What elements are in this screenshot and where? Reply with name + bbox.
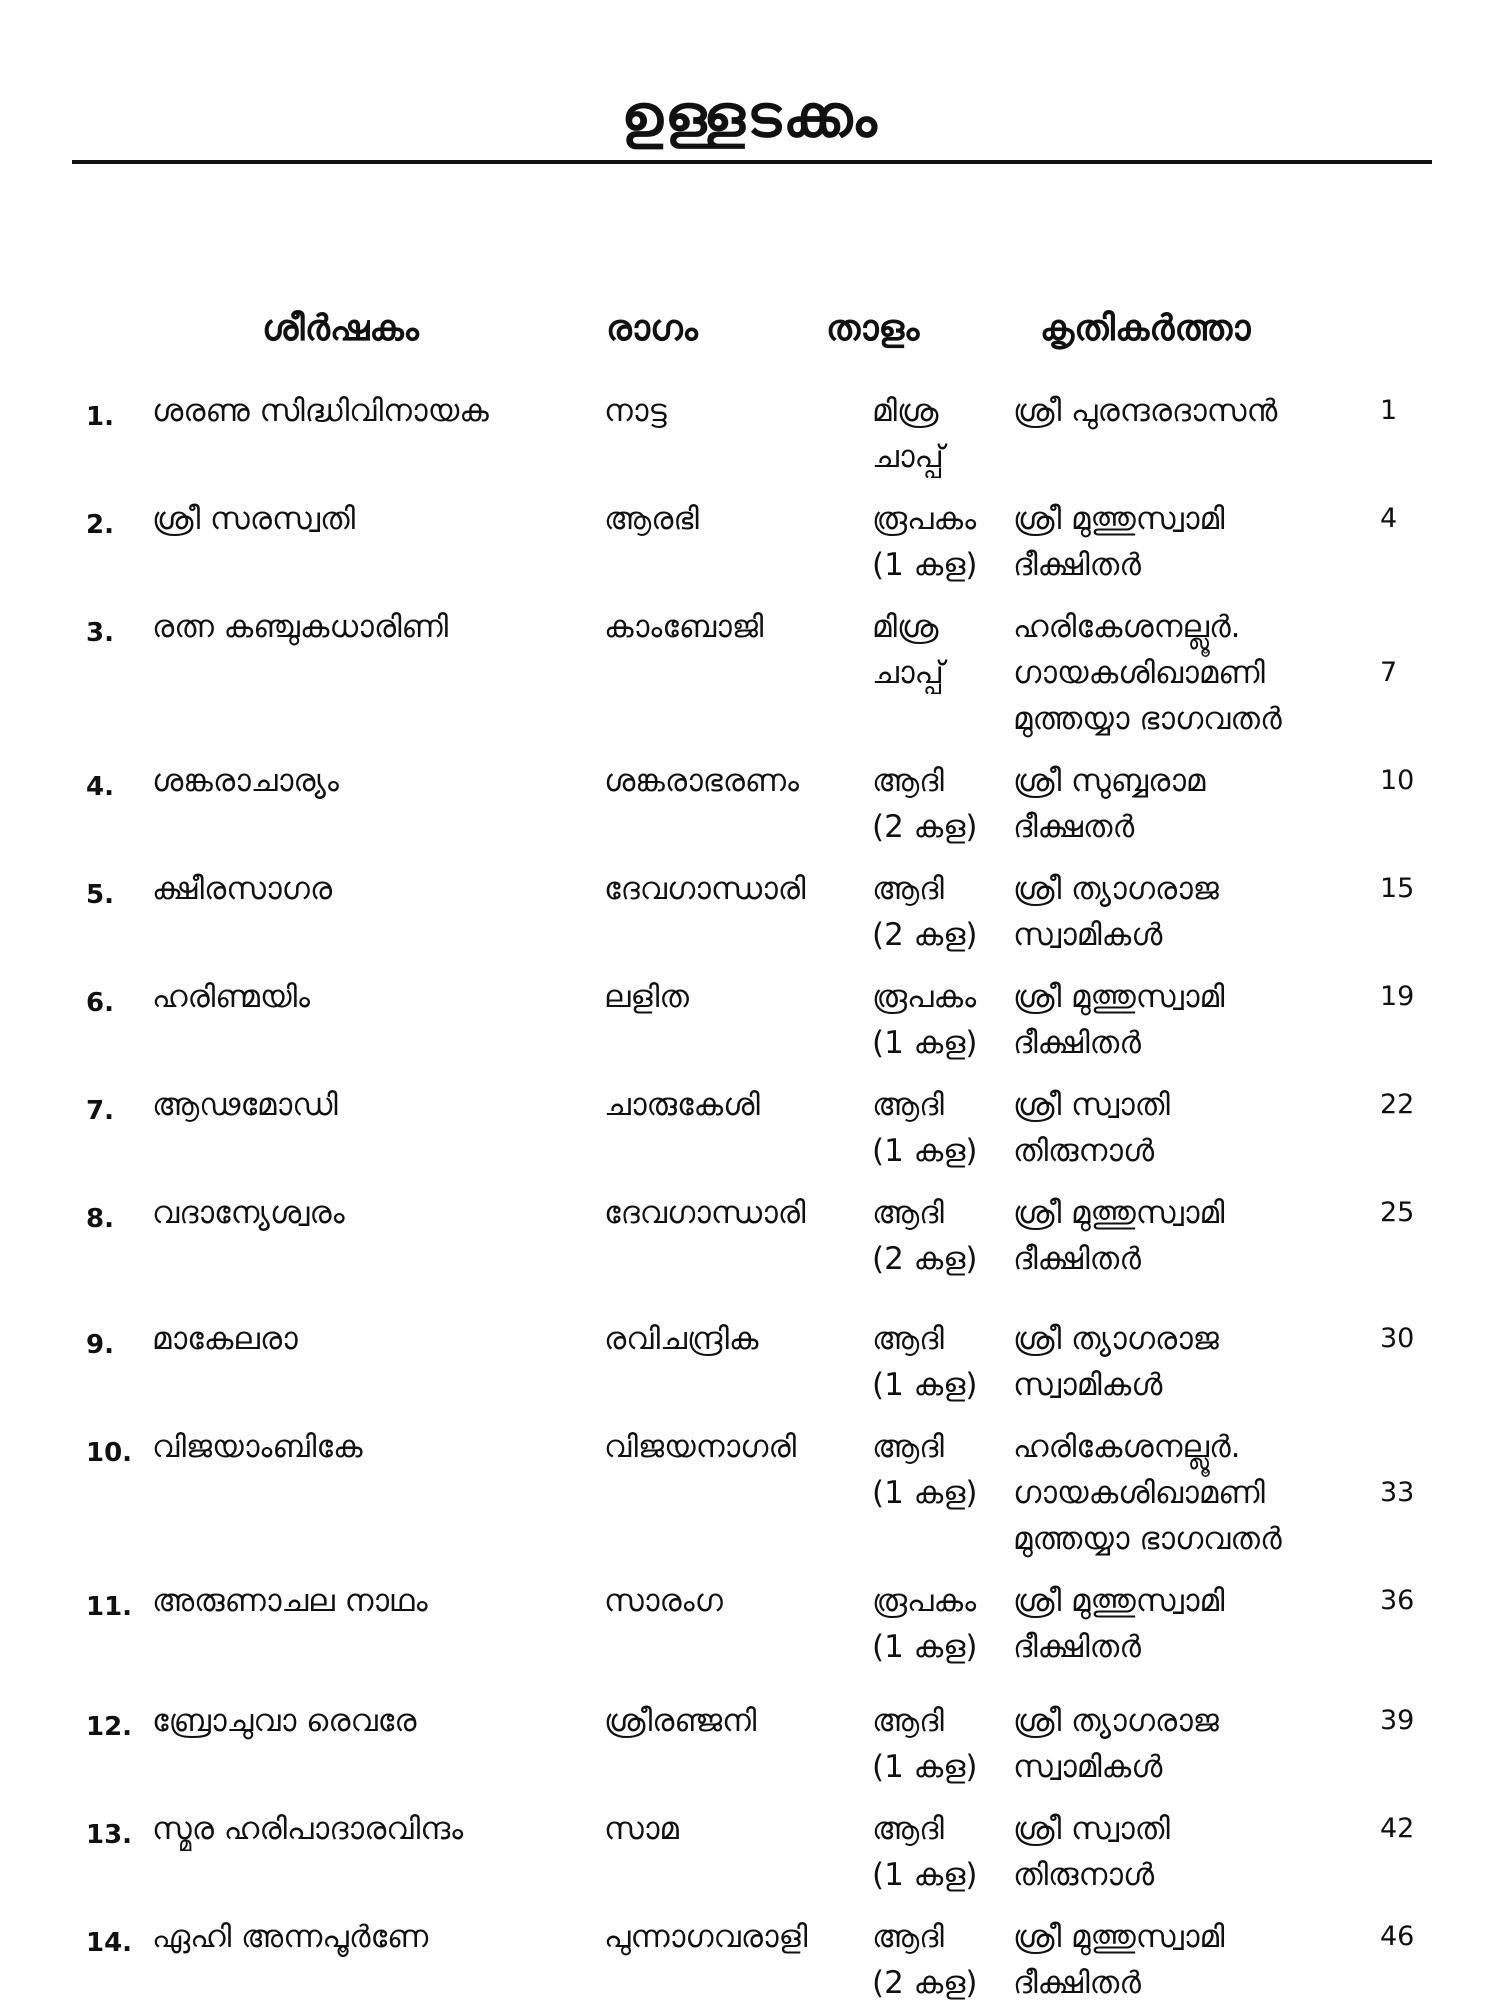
tala-line: (1 കള) — [872, 547, 978, 583]
row-title: ശരണു സിദ്ധിവിനായക — [152, 393, 489, 429]
row-number: 10. — [86, 1438, 133, 1468]
row-tala — [872, 1806, 977, 1898]
row-composer — [1013, 1190, 1224, 1282]
row-page-number: 19 — [1380, 981, 1415, 1012]
row-title: ബ്രോചുവാ രെവരേ — [152, 1703, 417, 1739]
row-composer — [1013, 974, 1224, 1066]
composer-line: ഹരികേശനല്ലൂർ. — [1013, 1429, 1241, 1465]
row-title: ഏഹി അന്നപൂർണേ — [152, 1919, 429, 1955]
row-title: ശങ്കരാചാര്യം — [152, 763, 339, 799]
row-raga: ശങ്കരാഭരണം — [604, 763, 800, 799]
row-number: 9. — [86, 1330, 114, 1360]
composer-line: ദീക്ഷിതർ — [1013, 1025, 1141, 1061]
tala-line: (1 കള) — [872, 1857, 978, 1893]
table-row — [0, 496, 1500, 588]
row-number: 8. — [86, 1204, 114, 1234]
row-tala — [872, 496, 977, 588]
table-row — [0, 1914, 1500, 2006]
row-page-number: 39 — [1380, 1705, 1415, 1736]
composer-line: സ്വാമികൾ — [1013, 1749, 1163, 1785]
row-tala — [872, 604, 944, 696]
row-title: അരുണാചല നാഥം — [152, 1583, 428, 1619]
row-tala — [872, 1190, 977, 1282]
header-tala: താളം — [826, 308, 920, 349]
row-raga: ചാരുകേശി — [604, 1087, 760, 1123]
title-rule — [72, 160, 1432, 164]
tala-line: മിശ്ര — [872, 609, 939, 645]
row-page-number: 33 — [1380, 1477, 1415, 1508]
table-row — [0, 866, 1500, 958]
row-number: 4. — [86, 772, 114, 802]
row-title: വദാന്യേശ്വരം — [152, 1195, 345, 1231]
composer-line: തിരുനാൾ — [1013, 1857, 1155, 1893]
composer-line: ശ്രീ മുത്തുസ്വാമി — [1013, 501, 1225, 537]
composer-line: ശ്രീ സ്വാതി — [1013, 1087, 1170, 1123]
tala-line: ആദി — [872, 1429, 944, 1465]
tala-line: (1 കള) — [872, 1367, 978, 1403]
row-raga: കാംബോജി — [604, 609, 764, 645]
row-title: സ്മര ഹരിപാദാരവിന്ദം — [152, 1811, 464, 1847]
tala-line: രൂപകം — [872, 1583, 977, 1619]
composer-line: ശ്രീ മുത്തുസ്വാമി — [1013, 1195, 1225, 1231]
tala-line: (2 കള) — [872, 917, 978, 953]
row-title: രത്ന കഞ്ചുകധാരിണി — [152, 609, 449, 645]
row-raga: സാമ — [604, 1811, 679, 1847]
tala-line: മിശ്ര — [872, 393, 939, 429]
row-raga: ദേവഗാന്ധാരി — [604, 871, 806, 907]
tala-line: ആദി — [872, 1811, 944, 1847]
row-tala — [872, 1316, 977, 1408]
table-row — [0, 1698, 1500, 1790]
row-tala — [872, 1424, 977, 1516]
row-raga: നാട്ട — [604, 393, 667, 429]
composer-line: ശ്രീ ത്യാഗരാജ — [1013, 871, 1219, 907]
row-title: ശ്രീ സരസ്വതി — [152, 501, 356, 537]
row-tala — [872, 1698, 977, 1790]
row-number: 11. — [86, 1592, 133, 1622]
row-composer — [1013, 1806, 1170, 1898]
row-number: 6. — [86, 988, 114, 1018]
row-page-number: 7 — [1380, 657, 1398, 688]
row-composer — [1013, 866, 1219, 958]
table-header — [0, 308, 1500, 358]
row-number: 3. — [86, 618, 114, 648]
composer-line: ശ്രീ ത്യാഗരാജ — [1013, 1321, 1219, 1357]
row-composer — [1013, 1082, 1170, 1174]
row-composer — [1013, 1914, 1224, 2006]
table-row — [0, 758, 1500, 850]
row-page-number: 46 — [1380, 1921, 1415, 1952]
row-number: 1. — [86, 402, 114, 432]
tala-line: രൂപകം — [872, 501, 977, 537]
composer-line: ശ്രീ സുബ്ബരാമ — [1013, 763, 1206, 799]
row-page-number: 42 — [1380, 1813, 1415, 1844]
row-composer — [1013, 1424, 1282, 1562]
tala-line: ആദി — [872, 1703, 944, 1739]
row-composer — [1013, 758, 1205, 850]
table-row — [0, 1082, 1500, 1174]
row-composer — [1013, 1578, 1224, 1670]
header-title: ശീർഷകം — [262, 308, 419, 349]
row-composer — [1013, 1698, 1219, 1790]
table-row — [0, 604, 1500, 742]
tala-line: ആദി — [872, 871, 944, 907]
row-page-number: 22 — [1380, 1089, 1415, 1120]
row-raga: ദേവഗാന്ധാരി — [604, 1195, 806, 1231]
composer-line: ശ്രീ ത്യാഗരാജ — [1013, 1703, 1219, 1739]
composer-line: ശ്രീ സ്വാതി — [1013, 1811, 1170, 1847]
page-title: ഉള്ളടക്കം — [621, 82, 879, 150]
row-raga: രവിചന്ദ്രിക — [604, 1321, 759, 1357]
tala-line: ആദി — [872, 763, 944, 799]
header-raga: രാഗം — [606, 308, 698, 349]
row-tala — [872, 866, 977, 958]
row-number: 5. — [86, 880, 114, 910]
composer-line: സ്വാമികൾ — [1013, 917, 1163, 953]
composer-line: ഗായകശിഖാമണി — [1013, 1475, 1265, 1511]
tala-line: ആദി — [872, 1919, 944, 1955]
composer-line: ഗായകശിഖാമണി — [1013, 655, 1265, 691]
composer-line: ശ്രീ പുരന്ദരദാസൻ — [1013, 393, 1278, 429]
row-page-number: 1 — [1380, 395, 1398, 426]
row-number: 13. — [86, 1820, 133, 1850]
row-composer — [1013, 1316, 1219, 1408]
table-row — [0, 1806, 1500, 1898]
tala-line: (1 കള) — [872, 1629, 978, 1665]
row-tala — [872, 1914, 977, 2006]
composer-line: മുത്തയ്യാ ഭാഗവതർ — [1013, 701, 1282, 737]
tala-line: ചാപ്പ് — [872, 655, 944, 691]
tala-line: (2 കള) — [872, 809, 978, 845]
table-row — [0, 1316, 1500, 1408]
row-raga: സാരംഗ — [604, 1583, 723, 1619]
row-page-number: 15 — [1380, 873, 1415, 904]
composer-line: ദീക്ഷതർ — [1013, 809, 1135, 845]
row-tala — [872, 1082, 977, 1174]
composer-line: ദീക്ഷിതർ — [1013, 1629, 1141, 1665]
row-raga: ആരഭി — [604, 501, 699, 537]
composer-line: ഹരികേശനല്ലൂർ. — [1013, 609, 1241, 645]
tala-line: (1 കള) — [872, 1475, 978, 1511]
row-raga: ലളിത — [604, 979, 689, 1015]
row-page-number: 25 — [1380, 1197, 1415, 1228]
row-raga: ശ്രീരഞ്ജനി — [604, 1703, 757, 1739]
composer-line: ദീക്ഷിതർ — [1013, 1241, 1141, 1277]
tala-line: ആദി — [872, 1321, 944, 1357]
composer-line: ദീക്ഷിതർ — [1013, 547, 1141, 583]
row-tala — [872, 388, 944, 480]
row-raga: വിജയനാഗരി — [604, 1429, 797, 1465]
table-row — [0, 1424, 1500, 1562]
tala-line: രൂപകം — [872, 979, 977, 1015]
header-composer: കൃതികർത്താ — [1040, 308, 1251, 349]
row-page-number: 36 — [1380, 1585, 1415, 1616]
tala-line: ആദി — [872, 1087, 944, 1123]
tala-line: (2 കള) — [872, 1241, 978, 1277]
row-title: ക്ഷീരസാഗര — [152, 871, 333, 907]
table-row — [0, 974, 1500, 1066]
table-row — [0, 1578, 1500, 1670]
tala-line: ചാപ്പ് — [872, 439, 944, 475]
row-title: ആഢമോഡി — [152, 1087, 338, 1123]
composer-line: സ്വാമികൾ — [1013, 1367, 1163, 1403]
row-composer — [1013, 496, 1224, 588]
row-page-number: 4 — [1380, 503, 1398, 534]
tala-line: (1 കള) — [872, 1025, 978, 1061]
table-row — [0, 388, 1500, 480]
row-tala — [872, 1578, 977, 1670]
row-number: 12. — [86, 1712, 133, 1742]
row-tala — [872, 758, 977, 850]
row-composer — [1013, 388, 1277, 434]
row-title: മാകേലരാ — [152, 1321, 298, 1357]
tala-line: ആദി — [872, 1195, 944, 1231]
row-number: 14. — [86, 1928, 133, 1958]
row-page-number: 30 — [1380, 1323, 1415, 1354]
row-number: 7. — [86, 1096, 114, 1126]
row-title: ഹരിണ്മയിം — [152, 979, 311, 1015]
composer-line: ശ്രീ മുത്തുസ്വാമി — [1013, 1919, 1225, 1955]
row-title: വിജയാംബികേ — [152, 1429, 363, 1465]
row-raga: പുന്നാഗവരാളി — [604, 1919, 808, 1955]
composer-line: മുത്തയ്യാ ഭാഗവതർ — [1013, 1521, 1282, 1557]
table-row — [0, 1190, 1500, 1282]
row-page-number: 10 — [1380, 765, 1415, 796]
composer-line: ശ്രീ മുത്തുസ്വാമി — [1013, 979, 1225, 1015]
tala-line: (1 കള) — [872, 1749, 978, 1785]
composer-line: ശ്രീ മുത്തുസ്വാമി — [1013, 1583, 1225, 1619]
composer-line: ദീക്ഷിതർ — [1013, 1965, 1141, 2001]
composer-line: തിരുനാൾ — [1013, 1133, 1155, 1169]
row-number: 2. — [86, 510, 114, 540]
row-composer — [1013, 604, 1282, 742]
tala-line: (2 കള) — [872, 1965, 978, 2001]
tala-line: (1 കള) — [872, 1133, 978, 1169]
row-tala — [872, 974, 977, 1066]
